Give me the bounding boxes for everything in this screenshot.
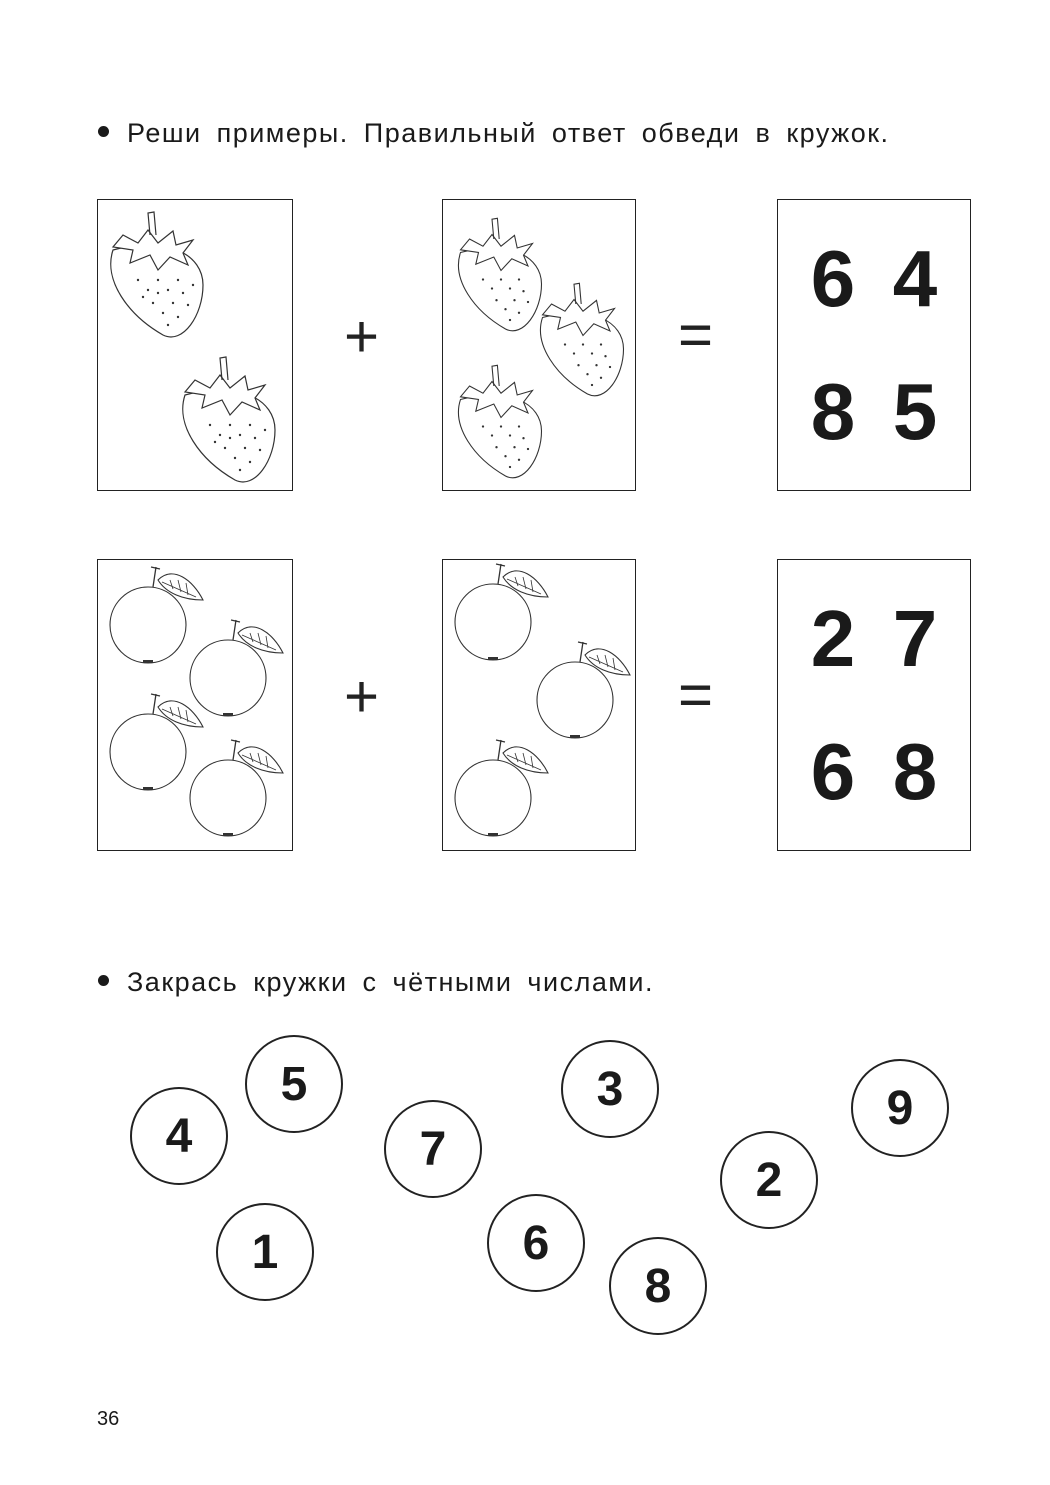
answer-box-2 [777, 559, 971, 851]
page-number: 36 [97, 1408, 120, 1430]
number-circle[interactable]: 9 [851, 1059, 949, 1157]
orange-icon [190, 740, 283, 836]
equals-operator: = [678, 661, 714, 728]
number-circle[interactable]: 7 [384, 1100, 482, 1198]
answer-option[interactable]: 7 [892, 593, 938, 683]
number-circle[interactable]: 5 [245, 1035, 343, 1133]
task1-instruction [98, 118, 890, 149]
strawberry-icon [541, 283, 624, 395]
orange-box-left [97, 559, 293, 851]
answer-option[interactable]: 4 [892, 233, 938, 323]
bullet-icon [98, 975, 109, 986]
number-circle[interactable]: 2 [720, 1131, 818, 1229]
orange-icon [110, 567, 203, 663]
orange-box-right [442, 559, 636, 851]
bullet-icon [98, 126, 109, 137]
answer-option[interactable]: 2 [810, 593, 856, 683]
strawberry-box-right [442, 199, 636, 491]
number-circle[interactable]: 8 [609, 1237, 707, 1335]
oranges-3-illustration [443, 560, 637, 852]
orange-icon [190, 620, 283, 716]
number-circle[interactable]: 4 [130, 1087, 228, 1185]
orange-icon [455, 564, 548, 660]
orange-icon [110, 694, 203, 790]
strawberry-icon [111, 212, 203, 337]
orange-icon [455, 740, 548, 836]
number-circle[interactable]: 6 [487, 1194, 585, 1292]
strawberries-2-illustration [98, 200, 294, 492]
number-circle[interactable]: 1 [216, 1203, 314, 1301]
plus-operator: + [344, 663, 380, 730]
answer-option[interactable]: 8 [810, 366, 856, 456]
equals-operator: = [678, 301, 714, 368]
task2-instruction [98, 967, 654, 998]
strawberry-icon [459, 365, 542, 477]
strawberries-3-illustration [443, 200, 637, 492]
answer-option[interactable]: 6 [810, 233, 856, 323]
answer-option[interactable]: 8 [892, 726, 938, 816]
answer-option[interactable]: 6 [810, 726, 856, 816]
strawberry-box-left [97, 199, 293, 491]
plus-operator: + [344, 303, 380, 370]
orange-icon [537, 642, 630, 738]
strawberry-icon [183, 357, 275, 482]
task1-text: Реши примеры. Правильный ответ обведи в кружок. [127, 118, 890, 148]
task2-text: Закрась кружки с чётными числами. [127, 967, 655, 997]
number-circle[interactable]: 3 [561, 1040, 659, 1138]
strawberry-icon [459, 218, 542, 330]
answer-box-1 [777, 199, 971, 491]
answer-option[interactable]: 5 [892, 366, 938, 456]
oranges-4-illustration [98, 560, 294, 852]
